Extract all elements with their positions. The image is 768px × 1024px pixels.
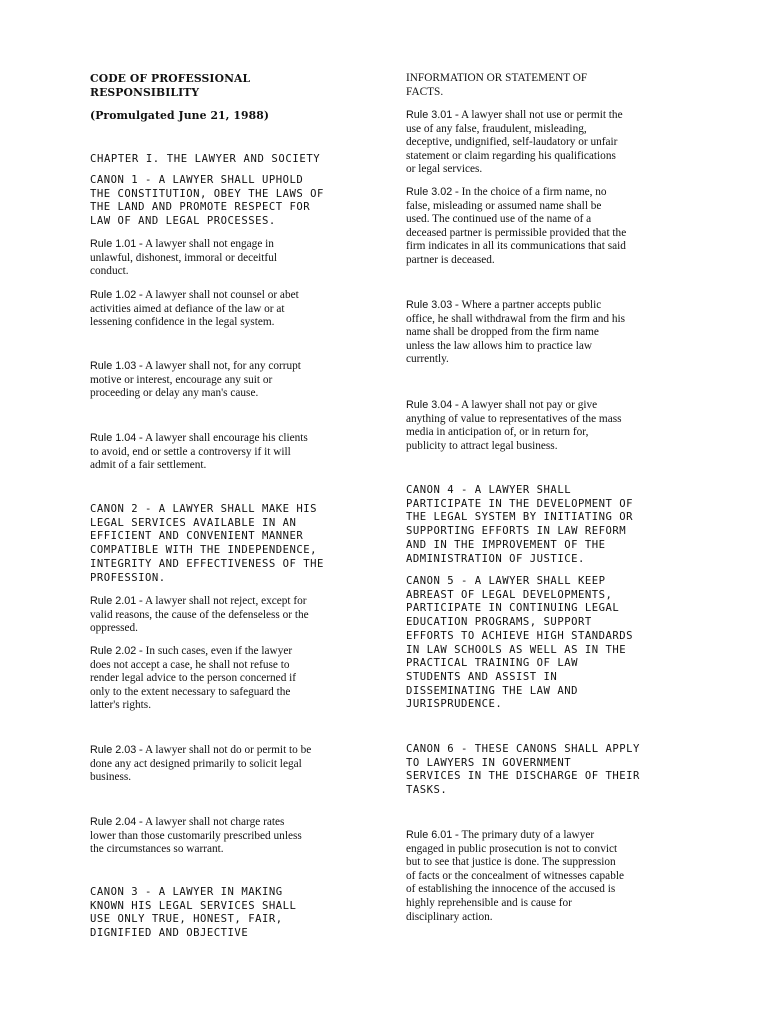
- rule-1-04: [90, 432, 308, 473]
- rule-number: Rule 3.03: [406, 299, 453, 311]
- canon-1: CANON 1 - A LAWYER SHALL UPHOLD THE CONSTITUTION, OBEY THE LAWS OF THE LAND AND PROMOTE RESPECT FOR LAW OF AND LEGAL PROCESSES.: [90, 174, 324, 228]
- rule-text: - A lawyer shall not use or permit the use of any false, fraudulent, misleading, deceptive, undignified, self-laudatory or unfair statement or claim regarding his qualifications or legal services.: [406, 109, 623, 176]
- canon-3: CANON 3 - A LAWYER IN MAKING KNOWN HIS LEGAL SERVICES SHALL USE ONLY TRUE, HONEST, FAIR, DIGNIFIED AND OBJECTIVE: [90, 886, 297, 940]
- rule-text: - A lawyer shall not pay or give anything of value to representatives of the mass media in anticipation of, or in return for, publicity to attract legal business.: [406, 399, 622, 452]
- canon-3-continuation: INFORMATION OR STATEMENT OF FACTS.: [406, 72, 588, 98]
- rule-number: Rule 2.01: [90, 595, 137, 607]
- rule-2-03: [90, 744, 311, 785]
- rule-text: - A lawyer shall not charge rates lower than those customarily prescribed unless the circumstances so warrant.: [90, 816, 302, 856]
- rule-3-03: [406, 299, 625, 367]
- rule-number: Rule 1.03: [90, 360, 137, 372]
- promulgation-date: (Promulgated June 21, 1988): [90, 109, 270, 122]
- rule-text: - A lawyer shall encourage his clients to avoid, end or settle a controversy if it will admit of a fair settlement.: [90, 432, 308, 472]
- rule-number: Rule 2.03: [90, 744, 137, 756]
- rule-3-02: [406, 186, 626, 268]
- rule-text: - The primary duty of a lawyer engaged in public prosecution is not to convict but to see that justice is done. The suppression of facts or the concealment of witnesses capable of establishing the innocence of the accused is highly reprehensible and is cause for disciplinary action.: [406, 829, 625, 923]
- rule-text: - A lawyer shall not reject, except for valid reasons, the cause of the defenseless or the oppressed.: [90, 595, 309, 635]
- chapter-heading: CHAPTER I. THE LAWYER AND SOCIETY: [90, 153, 321, 165]
- rule-number: Rule 3.02: [406, 186, 453, 198]
- rule-text: - Where a partner accepts public office, he shall withdrawal from the firm and his name shall be dropped from the firm name unless the law allows him to practice law currently.: [406, 299, 626, 366]
- canon-2: CANON 2 - A LAWYER SHALL MAKE HIS LEGAL SERVICES AVAILABLE IN AN EFFICIENT AND CONVENIENT MANNER COMPATIBLE WITH THE INDEPENDENCE, INTEGRITY AND EFFECTIVENESS OF THE PROFESSION.: [90, 503, 324, 584]
- rule-2-01: [90, 595, 309, 636]
- canon-6: CANON 6 - THESE CANONS SHALL APPLY TO LAWYERS IN GOVERNMENT SERVICES IN THE DISCHARGE OF THEIR TASKS.: [406, 743, 640, 797]
- rule-text: - A lawyer shall not, for any corrupt motive or interest, encourage any suit or proceeding or delay any man's cause.: [90, 360, 301, 400]
- rule-6-01: [406, 829, 624, 924]
- rule-number: Rule 1.02: [90, 289, 137, 301]
- rule-text: - A lawyer shall not counsel or abet activities aimed at defiance of the law or at lessening confidence in the legal system.: [90, 289, 299, 329]
- rule-text: - A lawyer shall not do or permit to be done any act designed primarily to solicit legal business.: [90, 744, 312, 784]
- rule-2-02: [90, 645, 296, 713]
- rule-2-04: [90, 816, 302, 857]
- rule-3-04: [406, 399, 622, 453]
- rule-text: - In such cases, even if the lawyer does not accept a case, he shall not refuse to render legal advice to the person concerned if only to the extent necessary to safeguard the latter's rights.: [90, 645, 297, 712]
- canon-4: CANON 4 - A LAWYER SHALL PARTICIPATE IN THE DEVELOPMENT OF THE LEGAL SYSTEM BY INITIATING OR SUPPORTING EFFORTS IN LAW REFORM AND IN THE IMPROVEMENT OF THE ADMINISTRATION OF JUSTICE.: [406, 484, 633, 565]
- rule-1-02: [90, 289, 299, 330]
- rule-number: Rule 3.01: [406, 109, 453, 121]
- rule-number: Rule 2.02: [90, 645, 137, 657]
- rule-number: Rule 1.01: [90, 238, 137, 250]
- rule-number: Rule 6.01: [406, 829, 453, 841]
- rule-1-03: [90, 360, 301, 401]
- rule-1-01: [90, 238, 277, 279]
- document-title: CODE OF PROFESSIONAL RESPONSIBILITY: [90, 72, 251, 99]
- rule-number: Rule 2.04: [90, 816, 137, 828]
- canon-5: CANON 5 - A LAWYER SHALL KEEP ABREAST OF LEGAL DEVELOPMENTS, PARTICIPATE IN CONTINUING LEGAL EDUCATION PROGRAMS, SUPPORT EFFORTS TO ACHIEVE HIGH STANDARDS IN LAW SCHOOLS AS WELL AS IN THE PRACTICAL TRAINING OF LAW STUDENTS AND ASSIST IN DISSEMINATING THE LAW AND JURISPRUDENCE.: [406, 575, 633, 711]
- rule-3-01: [406, 109, 623, 177]
- rule-text: - In the choice of a firm name, no false, misleading or assumed name shall be used. The continued use of the name of a deceased partner is permissible provided that the firm indicates in all its communications that said partner is deceased.: [406, 186, 627, 266]
- rule-text: - A lawyer shall not engage in unlawful, dishonest, immoral or deceitful conduct.: [90, 238, 277, 278]
- rule-number: Rule 3.04: [406, 399, 453, 411]
- rule-number: Rule 1.04: [90, 432, 137, 444]
